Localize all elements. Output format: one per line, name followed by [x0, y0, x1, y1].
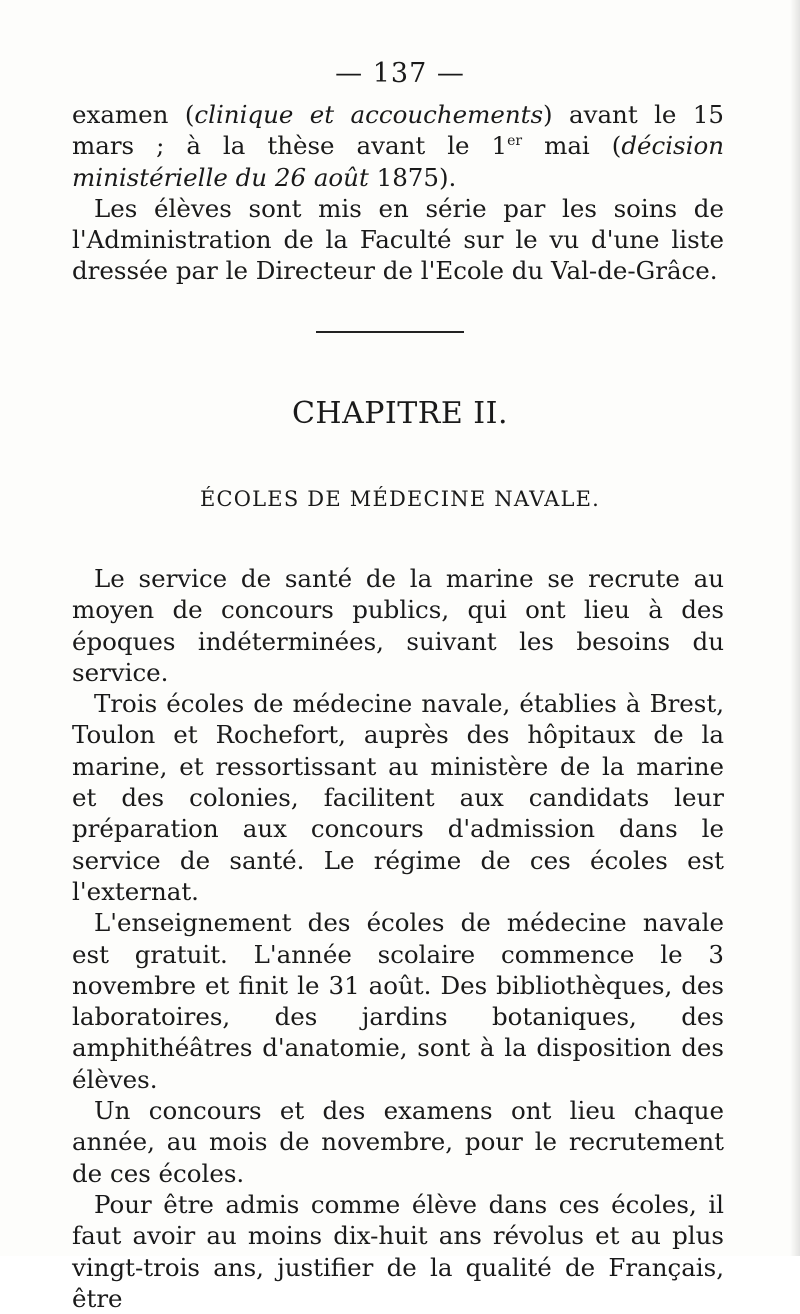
main-text-block	[72, 563, 724, 1314]
text-run: ) avant le 15 mars ; à la thèse avant le 1	[72, 100, 725, 161]
paragraph: Un concours et des examens ont lieu chaque année, au mois de novembre, pour le recrutement de ces écoles.	[72, 1096, 724, 1188]
top-text-block	[72, 99, 724, 287]
superscript: er	[507, 133, 523, 150]
paragraph: Pour être admis comme élève dans ces écoles, il faut avoir au moins dix-huit ans révolus et au plus vingt-trois ans, justifier de la qualité de Français, être	[72, 1189, 724, 1313]
italic-text-run: clinique et accouchements	[194, 100, 544, 129]
text-run: 1875).	[368, 162, 457, 192]
text-run: examen (	[72, 100, 195, 129]
paragraph: L'enseignement des écoles de médecine navale est gratuit. L'année scolaire commence le 3 novembre et finit le 31 août. Des bibliothèques, des laboratoires, des jardins botaniques, des amphithéâtres d'anatomie, sont à la disposition des élèves.	[72, 908, 724, 1094]
italic-text-run: décision ministérielle du 26 août	[72, 131, 724, 192]
top-paragraph-1	[72, 99, 724, 193]
top-paragraph-2: Les élèves sont mis en série par les soins de l'Administration de la Faculté sur le vu d'une liste dressée par le Directeur de l'Ecole du Val-de-Grâce.	[72, 193, 724, 286]
section-title: ÉCOLES DE MÉDECINE NAVALE.	[199, 487, 601, 511]
section-divider-rule	[316, 331, 464, 333]
text-run: mai (	[522, 131, 622, 161]
page-number: — 137 —	[335, 58, 465, 89]
chapter-title: CHAPITRE II.	[291, 396, 509, 431]
paragraph: Trois écoles de médecine navale, établies à Brest, Toulon et Rochefort, auprès des hôpitaux de la marine, et ressortissant au ministère de la marine et des colonies, facilitent aux candidats leur préparation aux concours d'admission dans le service de santé. Le régime de ces écoles est l'externat.	[72, 689, 724, 906]
paragraph: Le service de santé de la marine se recrute au moyen de concours publics, qui ont lieu à des époques indéterminées, suivant les besoins du service.	[72, 564, 724, 687]
page-edge-shadow	[790, 0, 800, 1256]
